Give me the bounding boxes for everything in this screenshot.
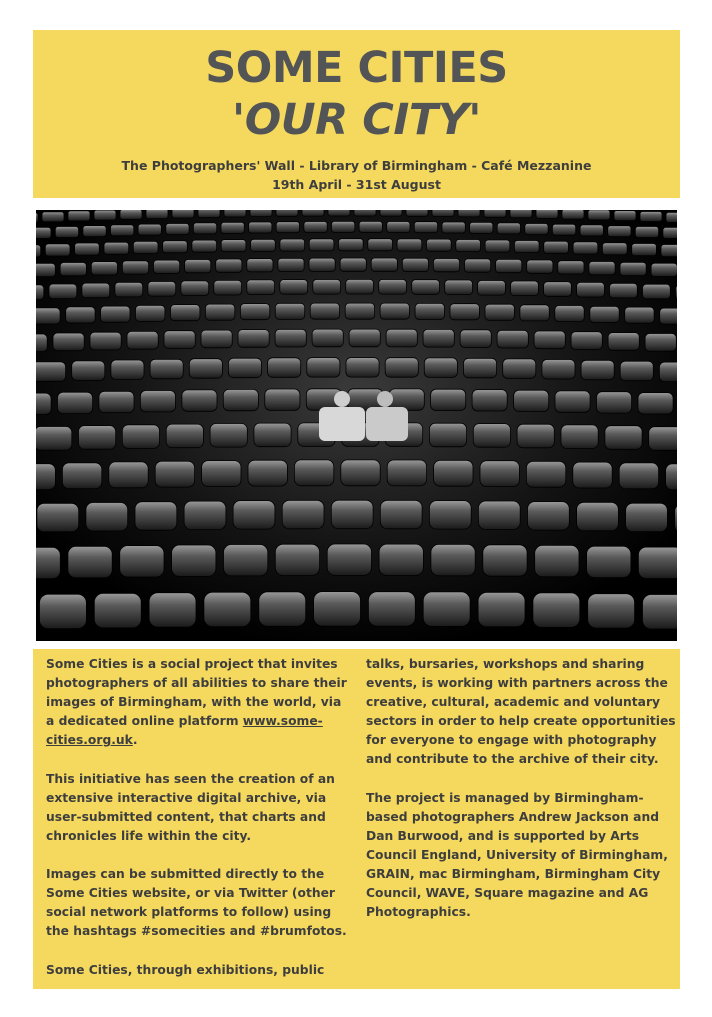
description-box [33,649,680,989]
exhibitions-paragraph-end: talks, bursaries, workshops and sharing events, is working with partners across the creative, cultural, academic and voluntary sectors in order to help create opportunities for everyone to engage with photography and contribute to the archive of their city. [366,657,676,767]
date-line: 19th April - 31st August [272,177,441,192]
archive-paragraph: This initiative has seen the creation of an extensive interactive digital archive, via user-submitted content, that charts and chronicles life within the city. [46,771,335,843]
intro-text: Some Cities is a social project that invites photographers of all abilities to share their images of Birmingham, with the world, via a dedicated online platform [46,657,347,729]
intro-paragraph [46,655,351,750]
right-column [366,655,676,941]
left-column [46,655,351,999]
title-line-2: 'OUR CITY' [232,95,481,145]
header-banner [33,30,680,198]
submission-paragraph: Images can be submitted directly to the Some Cities website, or via Twitter (other social network platforms to follow) using the hashtags #somecities and #brumfotos. [46,867,347,939]
website-link[interactable]: www.some-cities.org.uk [46,714,323,748]
venue-line: The Photographers' Wall - Library of Birmingham - Café Mezzanine [121,158,592,173]
exhibitions-paragraph-start: Some Cities, through exhibitions, public [46,962,325,977]
photo-frame [33,207,680,644]
intro-period: . [132,733,138,748]
management-paragraph: The project is managed by Birmingham-based photographers Andrew Jackson and Dan Burwood, and is supported by Arts Council England, University of Birmingham, GRAIN, mac Birmingham, Birmingham City Council, WAVE, Square magazine and AG Photographics. [366,790,668,920]
title-line-1: SOME CITIES [205,43,508,93]
theatre-seats-photo [36,210,677,641]
seats-illustration [36,210,677,641]
